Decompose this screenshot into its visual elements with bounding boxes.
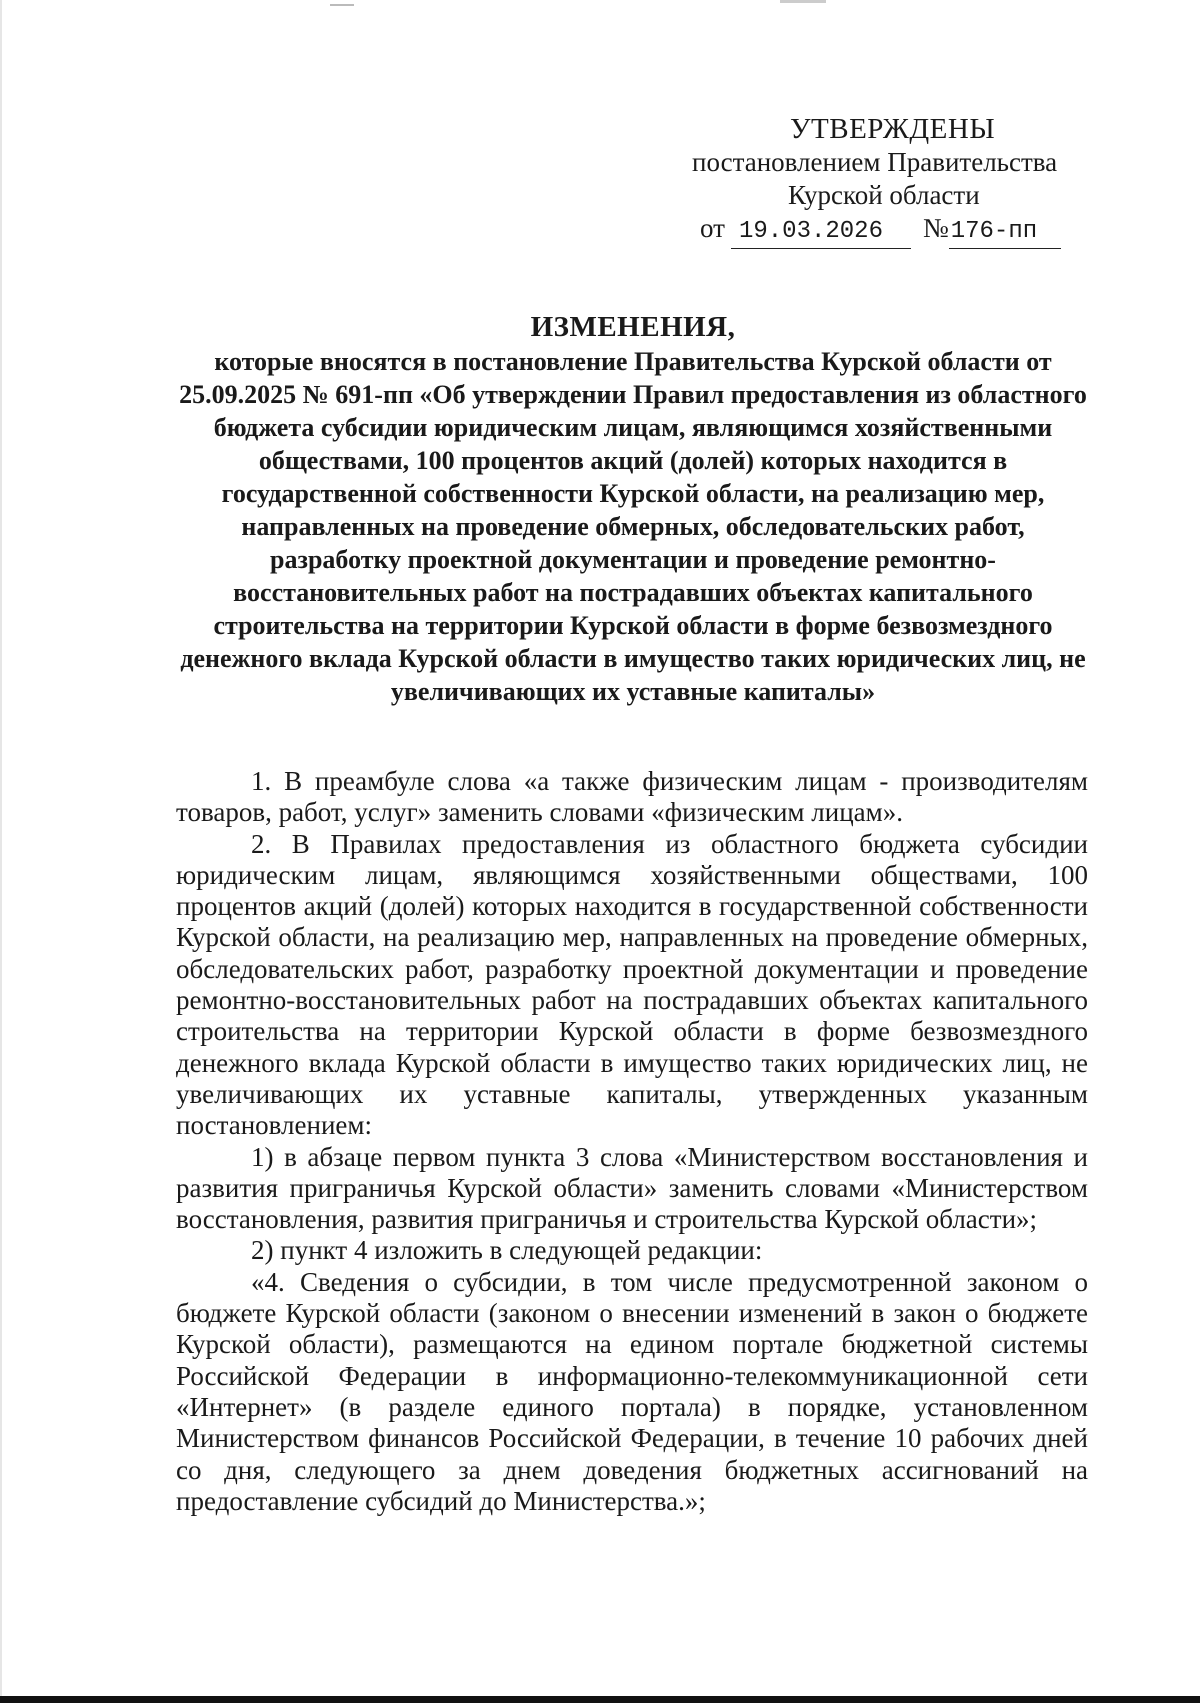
approval-title: УТВЕРЖДЕНЫ	[790, 113, 996, 145]
document-heading	[178, 309, 1088, 708]
scan-mark-top-left	[330, 4, 354, 6]
number-value: 176-пп	[949, 215, 1061, 249]
document-body	[176, 766, 1088, 1517]
scan-edge-bottom	[0, 1696, 1200, 1703]
approval-line-1: постановлением Правительства	[692, 147, 1058, 177]
paragraph-3: 1) в абзаце первом пункта 3 слова «Министерством восстановления и развития приграничья Курской области» заменить словами «Министерством восстановления, развития приграничья и строительства Курской области»;	[176, 1141, 1088, 1235]
date-label: от	[700, 213, 725, 243]
document-title: ИЗМЕНЕНИЯ,	[530, 311, 736, 343]
document-subtitle: которые вносятся в постановление Правительства Курской области от 25.09.2025 № 691-пп «Об утверждении Правил предоставления из областного бюджета субсидии юридическим лицам, являющимся хозяйственными обществами, 100 процентов акций (долей) которых находится в государственной собственности Курской области, на реализацию мер, направленных на проведение обмерных, обследовательских работ, разработку проектной документации и проведение ремонтно-восстановительных работ на пострадавших объектах капитального строительства на территории Курской области в форме безвозмездного денежного вклада Курской области в имущество таких юридических лиц, не увеличивающих их уставные капиталы»	[179, 347, 1087, 706]
scan-mark-top-right	[780, 0, 826, 3]
approval-date-line	[690, 212, 1090, 248]
paragraph-2: 2. В Правилах предоставления из областного бюджета субсидии юридическим лицам, являющимся хозяйственными обществами, 100 процентов акций (долей) которых находится в государственной собственности Курской области, на реализацию мер, направленных на проведение обмерных, обследовательских работ, разработку проектной документации и проведение ремонтно-восстановительных работ на пострадавших объектах капитального строительства на территории Курской области в форме безвозмездного денежного вклада Курской области в имущество таких юридических лиц, не увеличивающих их уставные капиталы, утвержденных указанным постановлением:	[176, 828, 1088, 1141]
paragraph-4: 2) пункт 4 изложить в следующей редакции:	[251, 1235, 763, 1266]
approval-stamp	[690, 113, 1090, 248]
approval-line-2: Курской области	[788, 180, 980, 210]
number-label: №	[922, 213, 949, 243]
paragraph-1: 1. В преамбуле слова «а также физическим лицам - производителям товаров, работ, услуг» заменить словами «физическим лицам».	[176, 766, 1088, 828]
paragraph-5: «4. Сведения о субсидии, в том числе предусмотренной законом о бюджете Курской области (законом о внесении изменений в закон о бюджете Курской области), размещаются на едином портале бюджетной системы Российской Федерации в информационно-телекоммуникационной сети «Интернет» (в разделе единого портала) в порядке, установленном Министерством финансов Российской Федерации, в течение 10 рабочих дней со дня, следующего за днем доведения бюджетных ассигнований на предоставление субсидий до Министерства.»;	[176, 1266, 1088, 1516]
date-value: 19.03.2026	[731, 215, 911, 249]
scan-edge-left	[0, 0, 2, 1696]
